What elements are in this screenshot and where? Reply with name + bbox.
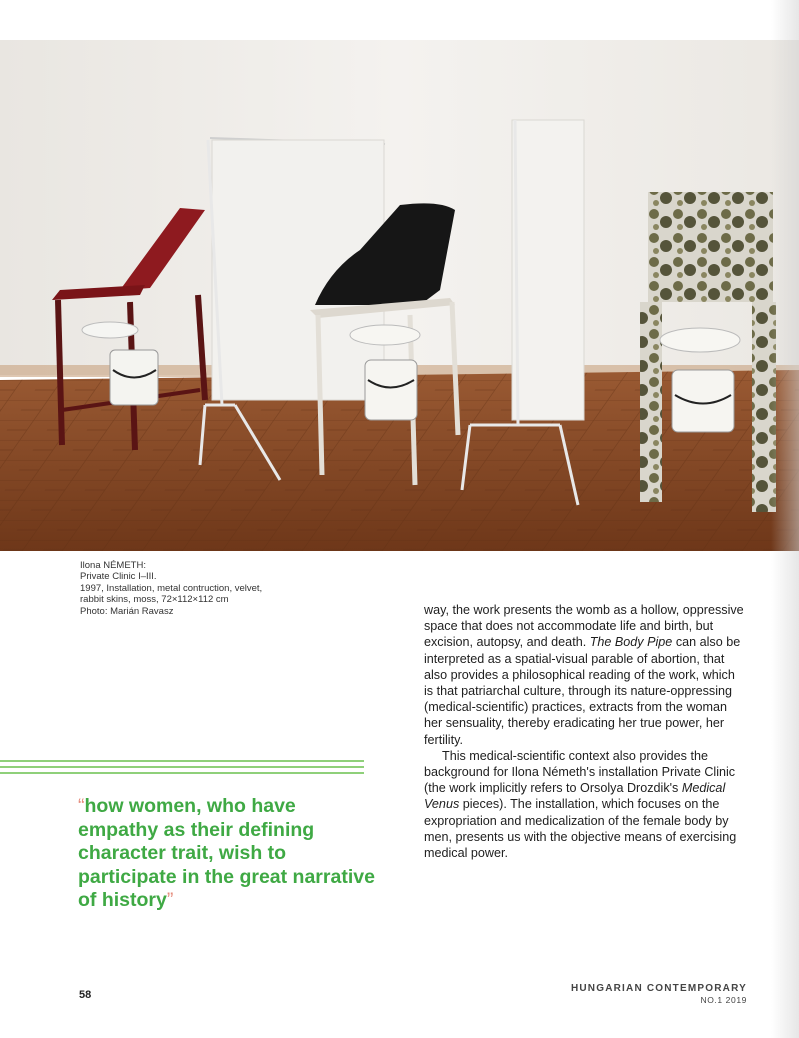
magazine-footer [571, 983, 747, 1005]
body-paragraph-1: way, the work presents the womb as a hollow, oppressive space that does not accommodate life and birth, but excision, autopsy, and death. The Body Pipe can also be interpreted as a spatial-visual parable of abortion, that also provides a philosophical reading of the work, which is that patriarchal culture, through its nature-oppressing (medical-scientific) practices, extracts from the woman her sensuality, thereby eradicating her true power, her fertility. [424, 603, 744, 747]
body-text [424, 602, 744, 861]
decorative-green-rules [0, 760, 364, 778]
pull-quote [78, 795, 378, 913]
quote-text: how women, who have empathy as their defining character trait, wish to participate in the great narrative of history [78, 795, 375, 911]
magazine-title: HUNGARIAN CONTEMPORARY [570, 983, 747, 994]
body-paragraph-2: This medical-scientific context also provides the background for Ilona Németh's installation Private Clinic (the work implicitly refers to Orsolya Drozdik's Medical Venus pieces). The installation, which focuses on the expropriation and medicalization of the female body by men, presents us with the objective means of exercising medical power. [424, 748, 737, 861]
caption-artist: Ilona NÉMETH: [80, 560, 146, 571]
magazine-issue: NO.1 2019 [700, 995, 747, 1005]
photo-caption [80, 560, 340, 617]
quote-close-mark: ” [166, 889, 174, 911]
page-edge-shadow [771, 0, 799, 1038]
page-number: 58 [79, 989, 92, 1001]
quote-open-mark: “ [78, 795, 85, 817]
installation-photo [0, 40, 799, 551]
caption-details-2: rabbit skins, moss, 72×112×112 cm [80, 594, 229, 606]
caption-details: 1997, Installation, metal contruction, velvet, [80, 582, 263, 594]
caption-work: Private Clinic I–III. [80, 571, 157, 583]
caption-photo-credit: Photo: Marián Ravasz [80, 605, 174, 617]
